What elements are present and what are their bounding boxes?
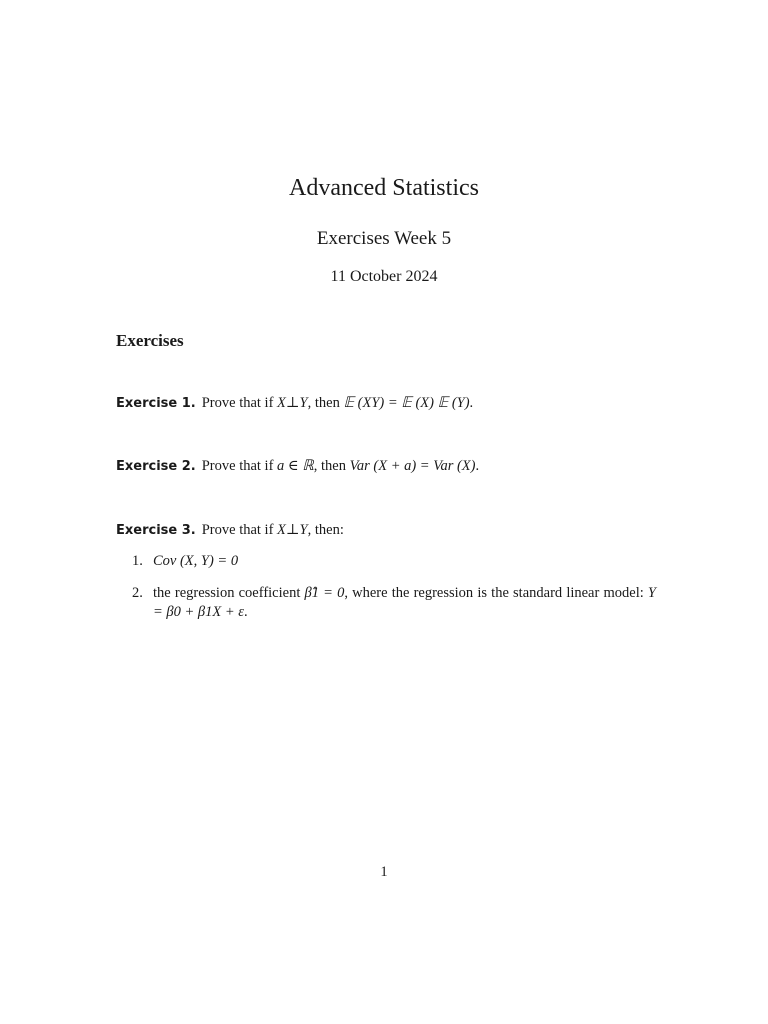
exercise-text: , then: <box>307 522 344 538</box>
exercise-text: Prove that if <box>201 458 278 474</box>
exercise-text: Prove that if <box>201 395 278 411</box>
math-claim: Var (X + a) = Var (X) <box>349 458 476 474</box>
section-heading: Exercises <box>116 331 184 350</box>
exercise-text: . <box>469 395 474 411</box>
page-number: 1 <box>380 864 388 880</box>
list-item <box>132 584 656 622</box>
math-expression: β̂1 = 0 <box>304 585 345 601</box>
exercise-2 <box>116 457 656 476</box>
exercise-1 <box>116 394 656 413</box>
math-condition: a ∈ ℝ <box>277 458 314 474</box>
math-expression: Cov (X, Y) = 0 <box>153 553 239 569</box>
list-item <box>132 552 656 571</box>
document-date: 11 October 2024 <box>330 268 438 285</box>
exercise-label: Exercise 3. <box>116 523 196 538</box>
math-expression: Y = β0 + β1X + ε <box>153 585 656 620</box>
exercise-3 <box>116 521 656 540</box>
math-claim: 𝔼 (XY) = 𝔼 (X) 𝔼 (Y) <box>343 395 470 411</box>
exercise-label: Exercise 2. <box>116 459 196 474</box>
list-text: . <box>244 604 248 620</box>
exercise-text: , then <box>307 395 344 411</box>
list-text: the regression coefficient <box>153 585 305 601</box>
exercise-text: . <box>475 458 480 474</box>
exercise-text: , then <box>313 458 350 474</box>
exercise-text: Prove that if <box>201 522 278 538</box>
document-subtitle: Exercises Week 5 <box>316 228 452 249</box>
list-text: , where the regression is the standard linear model: <box>344 585 648 601</box>
document-title: Advanced Statistics <box>289 175 479 201</box>
list-number: 1. <box>132 553 143 569</box>
exercise-label: Exercise 1. <box>116 396 196 411</box>
math-condition: X⊥Y <box>277 395 308 411</box>
math-condition: X⊥Y <box>277 522 308 538</box>
list-number: 2. <box>132 585 143 601</box>
